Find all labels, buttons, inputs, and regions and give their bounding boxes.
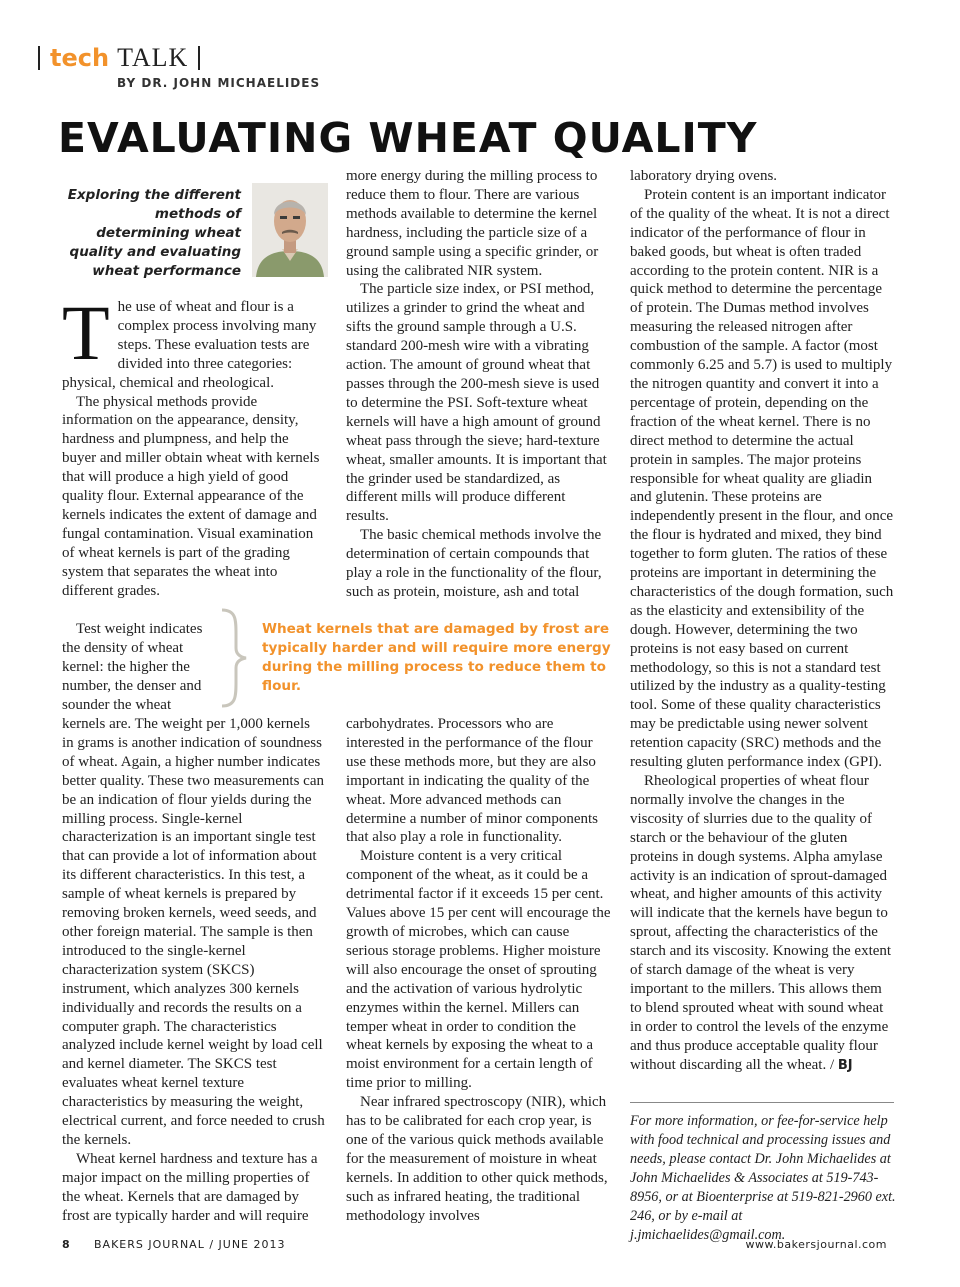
drop-cap: T	[62, 289, 110, 376]
publication-issue: BAKERS JOURNAL / JUNE 2013	[94, 1238, 286, 1251]
intro-paragraph	[62, 289, 325, 393]
pullquote: Wheat kernels that are damaged by frost are typically harder and will require more energy during the milling process to reduce them to flour.	[262, 621, 611, 694]
article-headline: EVALUATING WHEAT QUALITY	[58, 114, 758, 162]
body-paragraph: Protein content is an important indicator of the quality of the wheat. It is not a direct indicator of the performance of flour in baked goods, but wheat is often traded according to the protein content. NIR is a quick method to determine the percentage of protein. The Dumas method involves measuring the released nitrogen after combustion of the sample. A factor (most commonly 6.25 and 5.7) is used to multiply the nitrogen quantity and convert it into a percentage of protein, depending on the fraction of the wheat kernel. There is no direct method to determine the actual protein in samples. The major proteins responsible for wheat quality are gliadin and glutenin. These proteins are independently present in the flour, and once the flour is hydrated and mixed, they bind together to form gluten. The ratios of these proteins are important in determining the characteristics of the dough formation, such as the elasticity and extensibility of the dough. However, determining the two proteins is not easy based on current methodology, so this is not a standard test utilized by the industry as a quality-testing tool. Some of these quality characteristics may be predictable using newer solvent retention capacity (SRC) methods and the resulting gluten performance index (GPI).	[630, 186, 894, 771]
article-column-2-top	[346, 167, 611, 602]
body-paragraph: The basic chemical methods involve the determination of certain compounds that play a role in the functionality of the flour, such as protein, moisture, ash and total	[346, 527, 602, 600]
website-url: www.bakersjournal.com	[745, 1238, 887, 1251]
end-mark: BJ	[837, 1057, 853, 1073]
article-deck: Exploring the different methods of determining wheat quality and evaluating wheat performance	[67, 187, 241, 279]
article-column-1-mid	[62, 620, 214, 715]
body-paragraph: Wheat kernel hardness and texture has a major impact on the milling properties of the wheat. Kernels that are damaged by frost are typically harder and will require	[62, 1150, 318, 1224]
section-label-talk: TALK	[117, 43, 189, 72]
body-paragraph: Moisture content is a very critical component of the wheat, as it could be a detrimental factor if it exceeds 15 per cent. Values above 15 per cent will encourage the growth of microbes, which can cause serious storage problems. Higher moisture will also encourage the onset of sprouting and the activation of various hydrolytic enzymes within the kernel. Millers can temper wheat in order to condition the wheat kernels by exposing the wheat to a moist environment for a certain length of time prior to milling.	[346, 848, 611, 1092]
article-column-2-bottom	[346, 715, 611, 1225]
body-paragraph: The particle size index, or PSI method, utilizes a grinder to grind the wheat and sifts the ground sample through a U.S. standard 200-mesh wire with a vibrating action. The amount of ground wheat that passes through the 200-mesh sieve is used to determine the PSI. Soft-texture wheat kernels will have a high amount of ground wheat pass through the sieve; hard-texture wheat, smaller amounts. It is important that the grinder used be standardized, as different mills will produce different results.	[346, 281, 607, 525]
body-paragraph-continued: laboratory drying ovens.	[630, 168, 778, 184]
page-number: 8	[62, 1238, 70, 1251]
masthead-divider-right	[198, 46, 200, 70]
author-photo	[252, 183, 328, 277]
body-paragraph	[630, 772, 894, 1076]
body-paragraph: The physical methods provide information on the appearance, density, hardness and plumpness, and help the buyer and miller obtain wheat with kernels that will produce a high yield of good quality flour. External appearance of the kernels indicates the extent of damage and fungal contamination. Visual examination of wheat kernels is part of the grading system that separates the wheat into different grades.	[62, 393, 320, 599]
article-column-1-top	[62, 289, 325, 601]
intro-text: he use of wheat and flour is a complex process involving many steps. These evaluation tests are divided into three categories: physical, chemical and rheological.	[62, 299, 317, 391]
body-paragraph: Near infrared spectroscopy (NIR), which has to be calibrated for each crop year, is one of the various quick methods available for the measurement of moisture in wheat kernels. In addition to other quick methods, such as infrared heating, the traditional methodology involves	[346, 1094, 608, 1224]
byline: BY DR. JOHN MICHAELIDES	[117, 76, 321, 90]
body-paragraph-continued: carbohydrates. Processors who are interested in the performance of the flour use these methods more, but they are also important in indicating the quality of the wheat. More advanced methods can determine a number of minor components that also play a role in functionality.	[346, 716, 599, 846]
section-masthead	[38, 42, 200, 74]
article-column-3	[630, 167, 894, 1076]
body-paragraph: Test weight indicates the density of wheat kernel: the higher the number, the denser and sounder the wheat	[62, 621, 203, 713]
contact-divider	[630, 1102, 894, 1103]
body-paragraph-continued: more energy during the milling process to reduce them to flour. There are various methods available to determine the kernel hardness, including the particle size of a ground sample using a specific grinder, or using the calibrated NIR system.	[346, 168, 599, 279]
masthead-divider-left	[38, 46, 40, 70]
section-label-tech: tech	[50, 44, 110, 72]
author-contact-note: For more information, or fee-for-service help with food technical and processing issues and needs, please contact Dr. John Michaelides at John Michaelides & Associates at 519-743-8956, or at Bioenterprise at 519-821-2960 ext. 246, or by e-mail at j.jmichaelides@gmail.com.	[630, 1113, 896, 1243]
article-column-1-bottom	[62, 715, 325, 1225]
closing-text: Rheological properties of wheat flour normally involve the changes in the viscosity of slurries due to the quality of starch or the behaviour of the gluten proteins in dough systems. Alpha amylase activity is an indication of sprout-damaged wheat, and higher amounts of this activity will indicate that the kernels have begun to sprout, affecting the characteristics of the starch and its viscosity. Knowing the extent of starch damage of the wheat is very important to the millers. This allows them to blend sprouted wheat with sound wheat in order to control the levels of the enzyme and thus produce acceptable quality flour without discarding all the wheat. /	[630, 773, 892, 1073]
pullquote-brace-icon	[214, 608, 254, 708]
body-paragraph-continued: kernels are. The weight per 1,000 kernels in grams is another indication of soundness of wheat. Again, a higher number indicates better quality. These two measurements can be an indication of flour yields during the milling process. Single-kernel characterization is an important single test that can provide a lot of information about its different characteristics. In this test, a sample of wheat kernels is prepared by removing broken kernels, weed seeds, and other foreign material. The sample is then introduced to the single-kernel characterization system (SKCS) instrument, which analyzes 300 kernels individually and records the results on a computer graph. The characteristics analyzed include kernel weight by load cell and kernel diameter. The SKCS test evaluates wheat kernel texture characteristics by measuring the weight, electrical current, and force needed to crush the kernels.	[62, 716, 325, 1148]
